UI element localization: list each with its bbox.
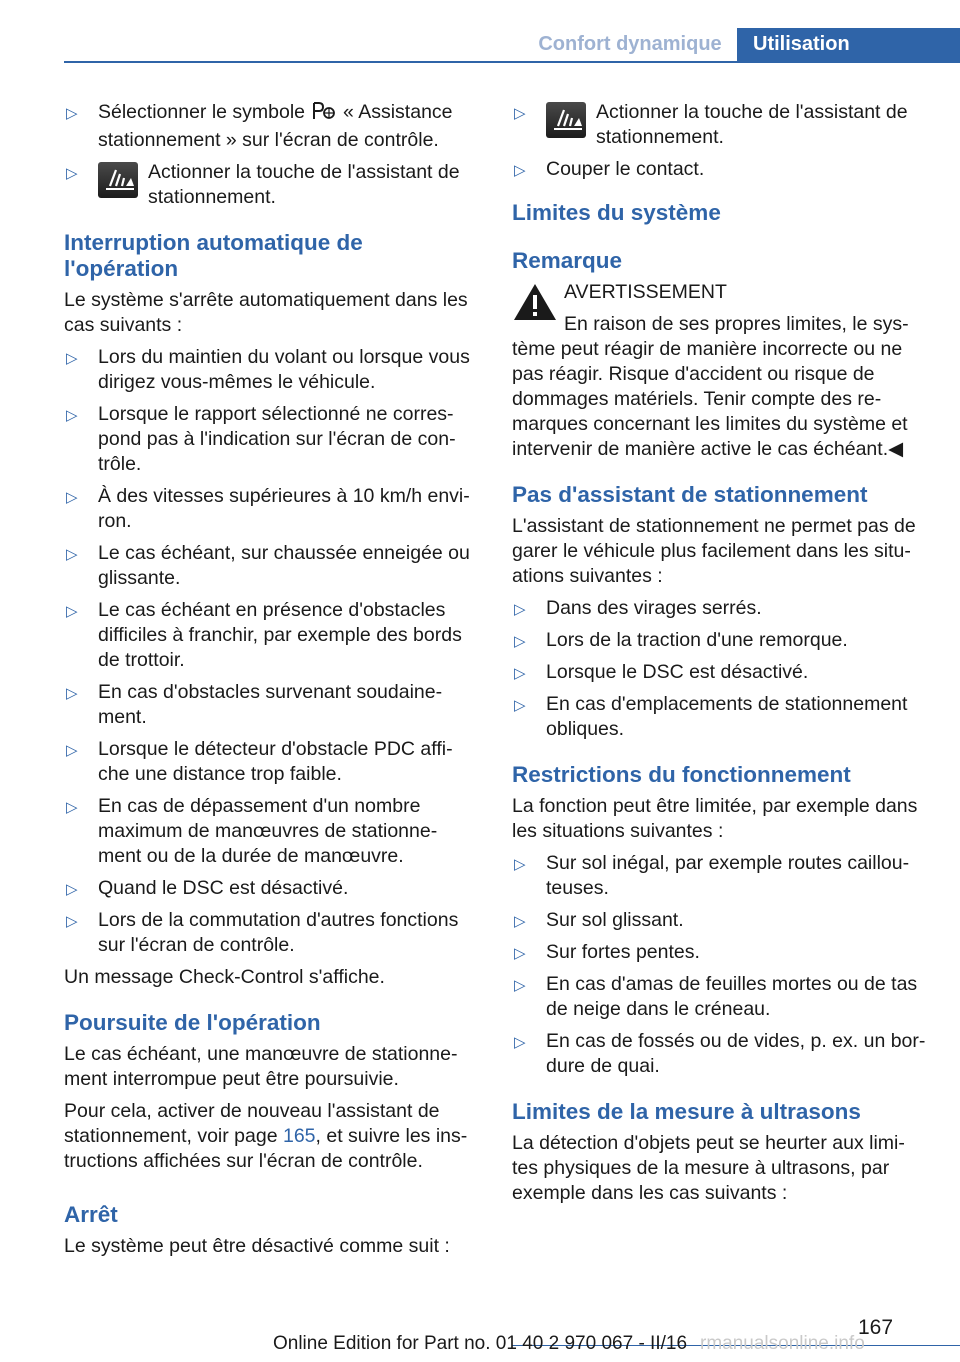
bullet-triangle-icon: ▷ (514, 105, 526, 122)
list-item (512, 157, 932, 182)
step-text: Sélectionner le symbole (98, 101, 306, 123)
step-text: Couper le contact. (546, 158, 705, 180)
paragraph: La détection d'objets peut se heurter aux limi‐ tes physiques de la mesure à ultrasons, par exemple dans les cas suivants : (512, 1132, 905, 1204)
edition-footer: Online Edition for Part no. 01 40 2 970 067 - II/16 (272, 1333, 688, 1354)
heading-interruption: Interruption automatique de l'opération (64, 230, 363, 281)
paragraph: Le cas échéant, une manœuvre de stationne‐ ment interrompue peut être poursuivie. (64, 1043, 458, 1090)
paragraph: L'assistant de stationnement ne permet pas de garer le véhicule plus facilement dans les situ‐ ations suivantes : (512, 515, 916, 587)
list-item (64, 100, 482, 153)
list-item (64, 345, 482, 395)
list-item-text: En cas de dépassement d'un nombre maximum de manœuvres de stationne‐ ment ou de la durée de manœuvre. (98, 795, 438, 867)
park-assist-symbol-icon (311, 101, 337, 128)
paragraph: La fonction peut être limitée, par exemple dans les situations suivantes : (512, 795, 918, 842)
list-item (512, 908, 932, 933)
bullet-triangle-icon: ▷ (66, 546, 78, 563)
bullet-triangle-icon: ▷ (514, 856, 526, 873)
list-item-text: Lorsque le DSC est désactivé. (546, 661, 809, 683)
bullet-triangle-icon: ▷ (66, 407, 78, 424)
bullet-triangle-icon: ▷ (66, 350, 78, 367)
list-item-text: Sur sol glissant. (546, 909, 684, 931)
warning-text-rest: tème peut réagir de manière incorrecte ou ne pas réagir. Risque d'accident ou risque de dommages matériels. Tenir compte des re‐ marques concernant les limites du système et intervenir de manière active le cas échéant.◀ (512, 338, 908, 460)
park-assist-button-icon (98, 162, 138, 198)
list-item-text: Sur fortes pentes. (546, 941, 700, 963)
list-item (512, 851, 932, 901)
header-tab-active[interactable]: Utilisation (737, 28, 960, 61)
list-item (512, 596, 932, 621)
list-item-text: En cas de fossés ou de vides, p. ex. un bor‐ dure de quai. (546, 1030, 926, 1077)
list-item-text: Le cas échéant en présence d'obstacles difficiles à franchir, par exemple des bords de trottoir. (98, 599, 462, 671)
park-assist-button-icon (546, 102, 586, 138)
bullet-triangle-icon: ▷ (514, 162, 526, 179)
list-item (512, 972, 932, 1022)
bullet-triangle-icon: ▷ (66, 742, 78, 759)
list-item (64, 737, 482, 787)
list-item-text: En cas d'emplacements de stationnement obliques. (546, 693, 908, 740)
bullet-triangle-icon: ▷ (514, 977, 526, 994)
paragraph (64, 1099, 482, 1174)
heading-ultrasound: Limites de la mesure à ultrasons (512, 1099, 861, 1124)
list-item-text: En cas d'obstacles survenant soudaine‐ ment. (98, 681, 443, 728)
resume-text-b: , et suivre les ins‐ tructions affichées sur l'écran de contrôle. (64, 1125, 468, 1172)
resume-text-a: Pour cela, activer de nouveau l'assistant de stationnement, voir page (64, 1100, 440, 1147)
watermark: rmanualsonline.info (700, 1333, 865, 1354)
bullet-triangle-icon: ▷ (66, 489, 78, 506)
list-item-text: Lors du maintien du volant ou lorsque vous dirigez vous-mêmes le véhicule. (98, 346, 470, 393)
list-item (64, 160, 482, 210)
header-rule (64, 61, 960, 63)
bullet-triangle-icon: ▷ (514, 665, 526, 682)
warning-block (512, 280, 932, 337)
bullet-triangle-icon: ▷ (514, 697, 526, 714)
right-column (512, 100, 932, 1213)
list-item-text: Lorsque le rapport sélectionné ne corres‐ pond pas à l'indication sur l'écran de con‐ trôle. (98, 403, 456, 475)
list-item-text: Lors de la traction d'une remorque. (546, 629, 848, 651)
heading-resume: Poursuite de l'opération (64, 1010, 321, 1035)
list-item (64, 908, 482, 958)
activation-steps-list (64, 100, 482, 210)
list-item (512, 940, 932, 965)
bullet-triangle-icon: ▷ (514, 601, 526, 618)
list-item-text: Lors de la commutation d'autres fonctions sur l'écran de contrôle. (98, 909, 459, 956)
bullet-triangle-icon: ▷ (514, 913, 526, 930)
list-item-text: Dans des virages serrés. (546, 597, 762, 619)
heading-limits: Limites du système (512, 200, 721, 225)
bullet-triangle-icon: ▷ (66, 799, 78, 816)
paragraph: Un message Check-Control s'affiche. (64, 966, 385, 988)
bullet-triangle-icon: ▷ (66, 881, 78, 898)
restrictions-list (512, 851, 932, 1079)
bullet-triangle-icon: ▷ (514, 1034, 526, 1051)
list-item (512, 100, 932, 150)
list-item (64, 794, 482, 869)
bullet-triangle-icon: ▷ (514, 945, 526, 962)
paragraph: Le système peut être désactivé comme suit : (64, 1235, 450, 1257)
warning-title: AVERTISSEMENT (564, 281, 727, 303)
page-reference-link[interactable]: 165 (282, 1125, 316, 1147)
list-item (64, 876, 482, 901)
bullet-triangle-icon: ▷ (66, 913, 78, 930)
heading-note: Remarque (512, 248, 623, 273)
list-item-text: Lorsque le détecteur d'obstacle PDC affi‐ che une distance trop faible. (98, 738, 453, 785)
step-text: Actionner la touche de l'assistant de stationnement. (596, 101, 908, 148)
list-item-text: Quand le DSC est désactivé. (98, 877, 349, 899)
list-item (64, 402, 482, 477)
header-section-title[interactable]: Confort dynamique (538, 33, 722, 55)
list-item (64, 598, 482, 673)
step-text: Actionner la touche de l'assistant de stationnement. (148, 161, 460, 208)
list-item-text: Sur sol inégal, par exemple routes caillou‐ teuses. (546, 852, 910, 899)
left-column (64, 100, 482, 1266)
heading-stop: Arrêt (64, 1202, 118, 1227)
list-item (64, 484, 482, 534)
interruption-list (64, 345, 482, 958)
paragraph: Le système s'arrête automatiquement dans les cas suivants : (64, 289, 468, 336)
heading-restrictions: Restrictions du fonctionnement (512, 762, 851, 787)
warning-text-first: En raison de ses propres limites, le sys‐ (564, 313, 909, 335)
list-item-text: À des vitesses supérieures à 10 km/h envi‐ ron. (98, 485, 470, 532)
list-item (64, 541, 482, 591)
list-item (64, 680, 482, 730)
list-item (512, 628, 932, 653)
list-item (512, 660, 932, 685)
bullet-triangle-icon: ▷ (514, 633, 526, 650)
bullet-triangle-icon: ▷ (66, 685, 78, 702)
bullet-triangle-icon: ▷ (66, 165, 78, 182)
heading-no-assist: Pas d'assistant de stationnement (512, 482, 868, 507)
page-number: 167 (858, 1316, 894, 1339)
no-assist-list (512, 596, 932, 742)
list-item-text: Le cas échéant, sur chaussée enneigée ou glissante. (98, 542, 470, 589)
bullet-triangle-icon: ▷ (66, 105, 78, 122)
stop-steps-list (512, 100, 932, 182)
bullet-triangle-icon: ▷ (66, 603, 78, 620)
step-text-cont: « Assistance stationnement » sur l'écran de contrôle. (98, 101, 453, 151)
list-item-text: En cas d'amas de feuilles mortes ou de tas de neige dans le créneau. (546, 973, 918, 1020)
warning-triangle-icon (512, 282, 558, 322)
list-item (512, 692, 932, 742)
list-item (512, 1029, 932, 1079)
